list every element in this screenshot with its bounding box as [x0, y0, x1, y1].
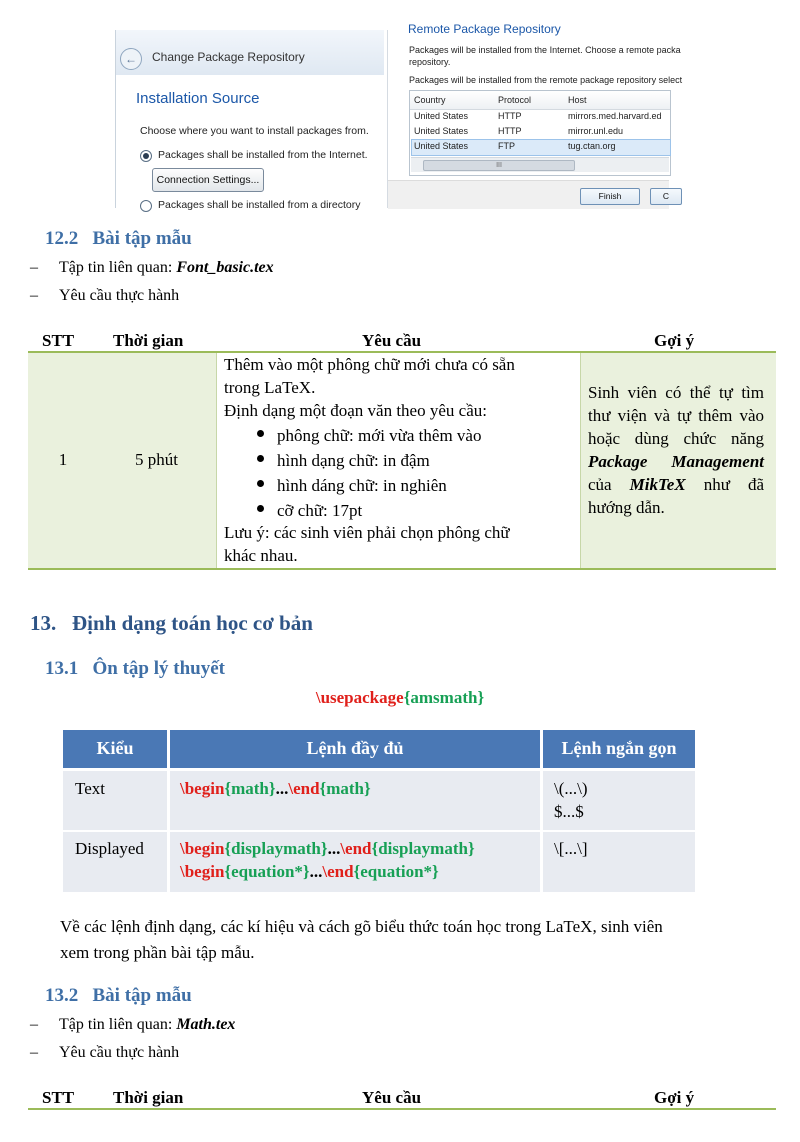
header-time: Thời gian	[113, 1088, 184, 1107]
hint-part: Sinh viên có thể tự tìm thư viện và tự thêm vào hoặc dùng chức năng	[588, 383, 764, 448]
window-title: Change Package Repository	[152, 50, 305, 64]
dash-marker: –	[30, 1044, 38, 1061]
req-bullet-text: cỡ chữ: 17pt	[277, 501, 363, 520]
hint-bold: Package Management	[588, 452, 764, 471]
usepackage-command	[0, 688, 800, 708]
hint-part: của	[588, 475, 630, 494]
file-name: Math.tex	[176, 1016, 236, 1033]
grid-header	[410, 91, 670, 110]
info-line-1: Packages will be installed from the Internet. Choose a remote packa	[409, 45, 681, 55]
section-title: Bài tập mẫu	[92, 228, 192, 249]
latex-command: \begin	[180, 779, 225, 798]
cell-time	[98, 353, 215, 568]
req-note: khác nhau.	[224, 546, 298, 565]
screenshot-change-package-repository	[115, 30, 384, 211]
bullet-related-file	[30, 1016, 235, 1034]
grid-cell: mirror.unl.edu	[568, 126, 624, 136]
latex-dots: ...	[275, 779, 289, 798]
header-kind	[63, 730, 167, 768]
req-line: Thêm vào một phông chữ mới chưa có sẵn	[224, 355, 515, 374]
header-full-command	[170, 730, 540, 768]
bullet-dot-icon	[257, 481, 277, 491]
radio-internet-label: Packages shall be installed from the Internet.	[158, 149, 368, 161]
installation-source-heading: Installation Source	[136, 90, 260, 107]
stt-value: 1	[58, 450, 68, 469]
bullet-text: Tập tin liên quan:	[59, 259, 177, 276]
grid-cell: mirrors.med.harvard.ed	[568, 111, 662, 121]
req-bullet-text: hình dạng chữ: in đậm	[277, 451, 430, 470]
finish-button: Finish	[580, 188, 640, 205]
header-requirement: Yêu cầu	[362, 1088, 422, 1107]
radio-directory-label: Packages shall be installed from a directory	[158, 199, 361, 211]
latex-command: \end	[322, 862, 354, 881]
grid-cell: United States	[414, 126, 469, 136]
repository-grid	[409, 90, 671, 176]
latex-dots: ...	[309, 862, 323, 881]
hint-part: như đã hướng dẫn.	[588, 475, 764, 517]
col-host: Host	[568, 95, 587, 105]
file-name: Font_basic.tex	[176, 259, 274, 276]
header-hint: Gợi ý	[654, 331, 695, 350]
full-command-text	[180, 839, 475, 859]
bullet-dot-icon	[257, 506, 277, 516]
full-command-text	[180, 779, 371, 799]
header-requirement: Yêu cầu	[362, 331, 422, 350]
radio-internet	[140, 150, 152, 162]
table2-header-rule	[28, 1108, 776, 1110]
cell-requirement	[216, 353, 581, 568]
latex-dots: ...	[327, 839, 341, 858]
short-command-text: \(...\)	[554, 779, 588, 798]
hint-text	[588, 381, 764, 519]
latex-argument: {equation*}	[224, 862, 310, 881]
install-prompt: Choose where you want to install packages from.	[140, 125, 369, 137]
bullet-practice-requirement	[30, 1044, 179, 1062]
latex-argument: {displaymath}	[371, 839, 475, 858]
header-short-command	[543, 730, 695, 768]
grid-cell: FTP	[498, 141, 515, 151]
latex-mode-table	[63, 730, 695, 892]
paragraph-line: Về các lệnh định dạng, các kí hiệu và cách gõ biểu thức toán học trong LaTeX, sinh viên	[60, 917, 663, 936]
section-title: Bài tập mẫu	[92, 985, 192, 1006]
header-text: Kiểu	[96, 738, 134, 758]
section-heading-13-1	[45, 658, 225, 680]
cell-stt	[28, 353, 98, 568]
req-bullet-text: hình dáng chữ: in nghiên	[277, 476, 447, 495]
latex-command: \begin	[180, 862, 225, 881]
short-command-text: $...$	[554, 802, 584, 821]
paragraph-line: xem trong phần bài tập mẫu.	[60, 943, 255, 962]
req-bullet	[257, 451, 430, 471]
back-arrow-icon: ←	[120, 48, 142, 70]
col-country: Country	[414, 95, 446, 105]
section-title: Ôn tập lý thuyết	[92, 658, 225, 679]
bullet-practice-requirement	[30, 287, 179, 305]
window-title: Remote Package Repository	[408, 22, 561, 36]
grid-cell: HTTP	[498, 126, 522, 136]
short-command-text: \[...\]	[554, 839, 588, 858]
latex-argument: {math}	[224, 779, 276, 798]
info-line-3: Packages will be installed from the remote package repository select	[409, 75, 683, 85]
hint-bold: MikTeX	[629, 475, 686, 494]
header-time: Thời gian	[113, 331, 184, 350]
dash-marker: –	[30, 287, 38, 304]
dash-marker: –	[30, 259, 38, 276]
bullet-dot-icon	[257, 456, 277, 466]
dash-marker: –	[30, 1016, 38, 1033]
req-line: Định dạng một đoạn văn theo yêu cầu:	[224, 401, 487, 420]
section-number: 12.2	[45, 228, 79, 249]
latex-argument: {equation*}	[353, 862, 439, 881]
latex-command: \end	[340, 839, 372, 858]
bullet-related-file	[30, 259, 274, 277]
grid-cell: tug.ctan.org	[568, 141, 616, 151]
section-number: 13.	[30, 611, 57, 635]
header-stt: STT	[42, 331, 75, 350]
table1-bottom-rule	[28, 568, 776, 570]
req-bullet-text: phông chữ: mới vừa thêm vào	[277, 426, 482, 445]
latex-command: \begin	[180, 839, 225, 858]
grid-cell: United States	[414, 141, 469, 151]
screenshot-remote-package-repository	[387, 22, 683, 208]
req-line: trong LaTeX.	[224, 378, 316, 397]
grid-cell: United States	[414, 111, 469, 121]
section-number: 13.1	[45, 658, 79, 679]
connection-settings-button: Connection Settings...	[152, 168, 264, 192]
section-number: 13.2	[45, 985, 79, 1006]
row-kind-text: Displayed	[75, 839, 144, 858]
section-heading-13-2	[45, 985, 192, 1007]
row-kind-text: Text	[75, 779, 105, 798]
info-line-2: repository.	[409, 57, 451, 67]
req-bullet	[257, 426, 481, 446]
latex-argument: {math}	[319, 779, 371, 798]
cell-hint	[580, 353, 776, 568]
section-heading-12-2	[45, 228, 192, 250]
header-stt: STT	[42, 1088, 75, 1107]
bullet-text: Yêu cầu thực hành	[59, 287, 180, 304]
bullet-text: Yêu cầu thực hành	[59, 1044, 180, 1061]
cancel-button: C	[650, 188, 682, 205]
scrollbar-thumb: III	[423, 160, 575, 171]
grid-cell: HTTP	[498, 111, 522, 121]
latex-command: \usepackage	[315, 688, 404, 707]
horizontal-scrollbar	[411, 157, 669, 172]
header-text: Lệnh ngắn gọn	[561, 738, 677, 758]
radio-directory	[140, 200, 152, 212]
latex-argument: {amsmath}	[403, 688, 485, 707]
time-value: 5 phút	[135, 450, 178, 469]
header-hint: Gợi ý	[654, 1088, 695, 1107]
header-text: Lệnh đầy đủ	[306, 738, 404, 758]
latex-argument: {displaymath}	[224, 839, 328, 858]
bullet-dot-icon	[257, 431, 277, 441]
req-bullet	[257, 476, 447, 496]
latex-command: \end	[288, 779, 320, 798]
col-protocol: Protocol	[498, 95, 532, 105]
bullet-text: Tập tin liên quan:	[59, 1016, 177, 1033]
table1-row	[28, 353, 776, 568]
full-command-text	[180, 862, 439, 882]
req-note: Lưu ý: các sinh viên phải chọn phông chữ	[224, 523, 510, 542]
section-title: Định dạng toán học cơ bản	[72, 611, 313, 635]
req-bullet	[257, 501, 362, 521]
section-heading-13	[30, 611, 313, 636]
